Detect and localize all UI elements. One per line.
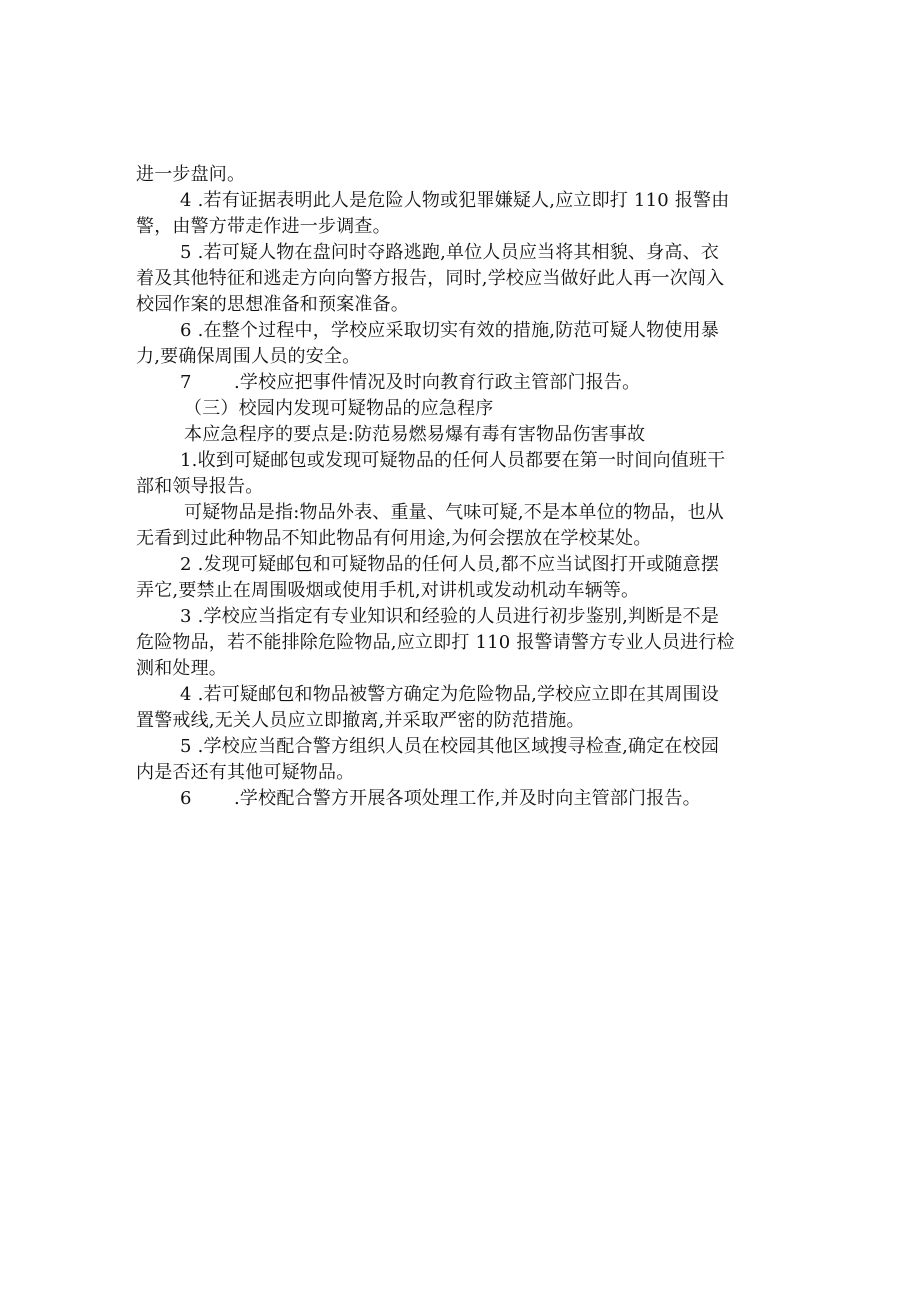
text-line: 置警戒线,无关人员应立即撤离,并采取严密的防范措施。 <box>136 710 585 731</box>
text-line: 4 .若有证据表明此人是危险人物或犯罪嫌疑人,应立即打 110 报警由 <box>180 190 730 211</box>
item-number: 7 <box>180 372 192 393</box>
text-line: 5 .若可疑人物在盘问时夺路逃跑,单位人员应当将其相貌、身高、衣 <box>180 242 720 263</box>
text-line: 内是否还有其他可疑物品。 <box>136 762 355 783</box>
text-line: 1.收到可疑邮包或发现可疑物品的任何人员都要在第一时间向值班干 <box>180 450 726 471</box>
text-line: 部和领导报告。 <box>136 476 264 497</box>
item-text: .学校配合警方开展各项处理工作,并及时向主管部门报告。 <box>234 788 701 809</box>
text-line: 进一步盘问。 <box>136 164 246 185</box>
text-line: 无看到过此种物品不知此物品有何用途,为何会摆放在学校某处。 <box>136 528 652 549</box>
text-line: 6 .在整个过程中，学校应采取切实有效的措施,防范可疑人物使用暴 <box>180 320 720 341</box>
document-body <box>136 162 786 812</box>
text-line: 4 .若可疑邮包和物品被警方确定为危险物品,学校应立即在其周围设 <box>180 684 720 705</box>
text-line: 警，由警方带走作进一步调查。 <box>136 216 391 237</box>
text-line: 力,要确保周围人员的安全。 <box>136 346 361 367</box>
text-line: 5 .学校应当配合警方组织人员在校园其他区域搜寻检查,确定在校园 <box>180 736 720 757</box>
text-line: 可疑物品是指:物品外表、重量、气味可疑,不是本单位的物品，也从 <box>184 502 724 523</box>
text-line: 校园作案的思想准备和预案准备。 <box>136 294 409 315</box>
text-line: 测和处理。 <box>136 658 227 679</box>
item-text: .学校应把事件情况及时向教育行政主管部门报告。 <box>234 372 641 393</box>
text-line: 3 .学校应当指定有专业知识和经验的人员进行初步鉴别,判断是不是 <box>180 606 720 627</box>
text-line: 本应急程序的要点是:防范易燃易爆有毒有害物品伤害事故 <box>184 424 646 445</box>
text-line-numbered <box>136 370 786 396</box>
text-line: 着及其他特征和逃走方向向警方报告，同时,学校应当做好此人再一次闯入 <box>136 268 725 289</box>
item-number: 6 <box>180 788 192 809</box>
text-line: 2 .发现可疑邮包和可疑物品的任何人员,都不应当试图打开或随意摆 <box>180 554 720 575</box>
text-line-numbered <box>136 786 786 812</box>
text-line: 弄它,要禁止在周围吸烟或使用手机,对讲机或发动机动车辆等。 <box>136 580 640 601</box>
section-heading: （三）校园内发现可疑物品的应急程序 <box>184 398 494 419</box>
text-line: 危险物品，若不能排除危险物品,应立即打 110 报警请警方专业人员进行检 <box>136 632 735 653</box>
